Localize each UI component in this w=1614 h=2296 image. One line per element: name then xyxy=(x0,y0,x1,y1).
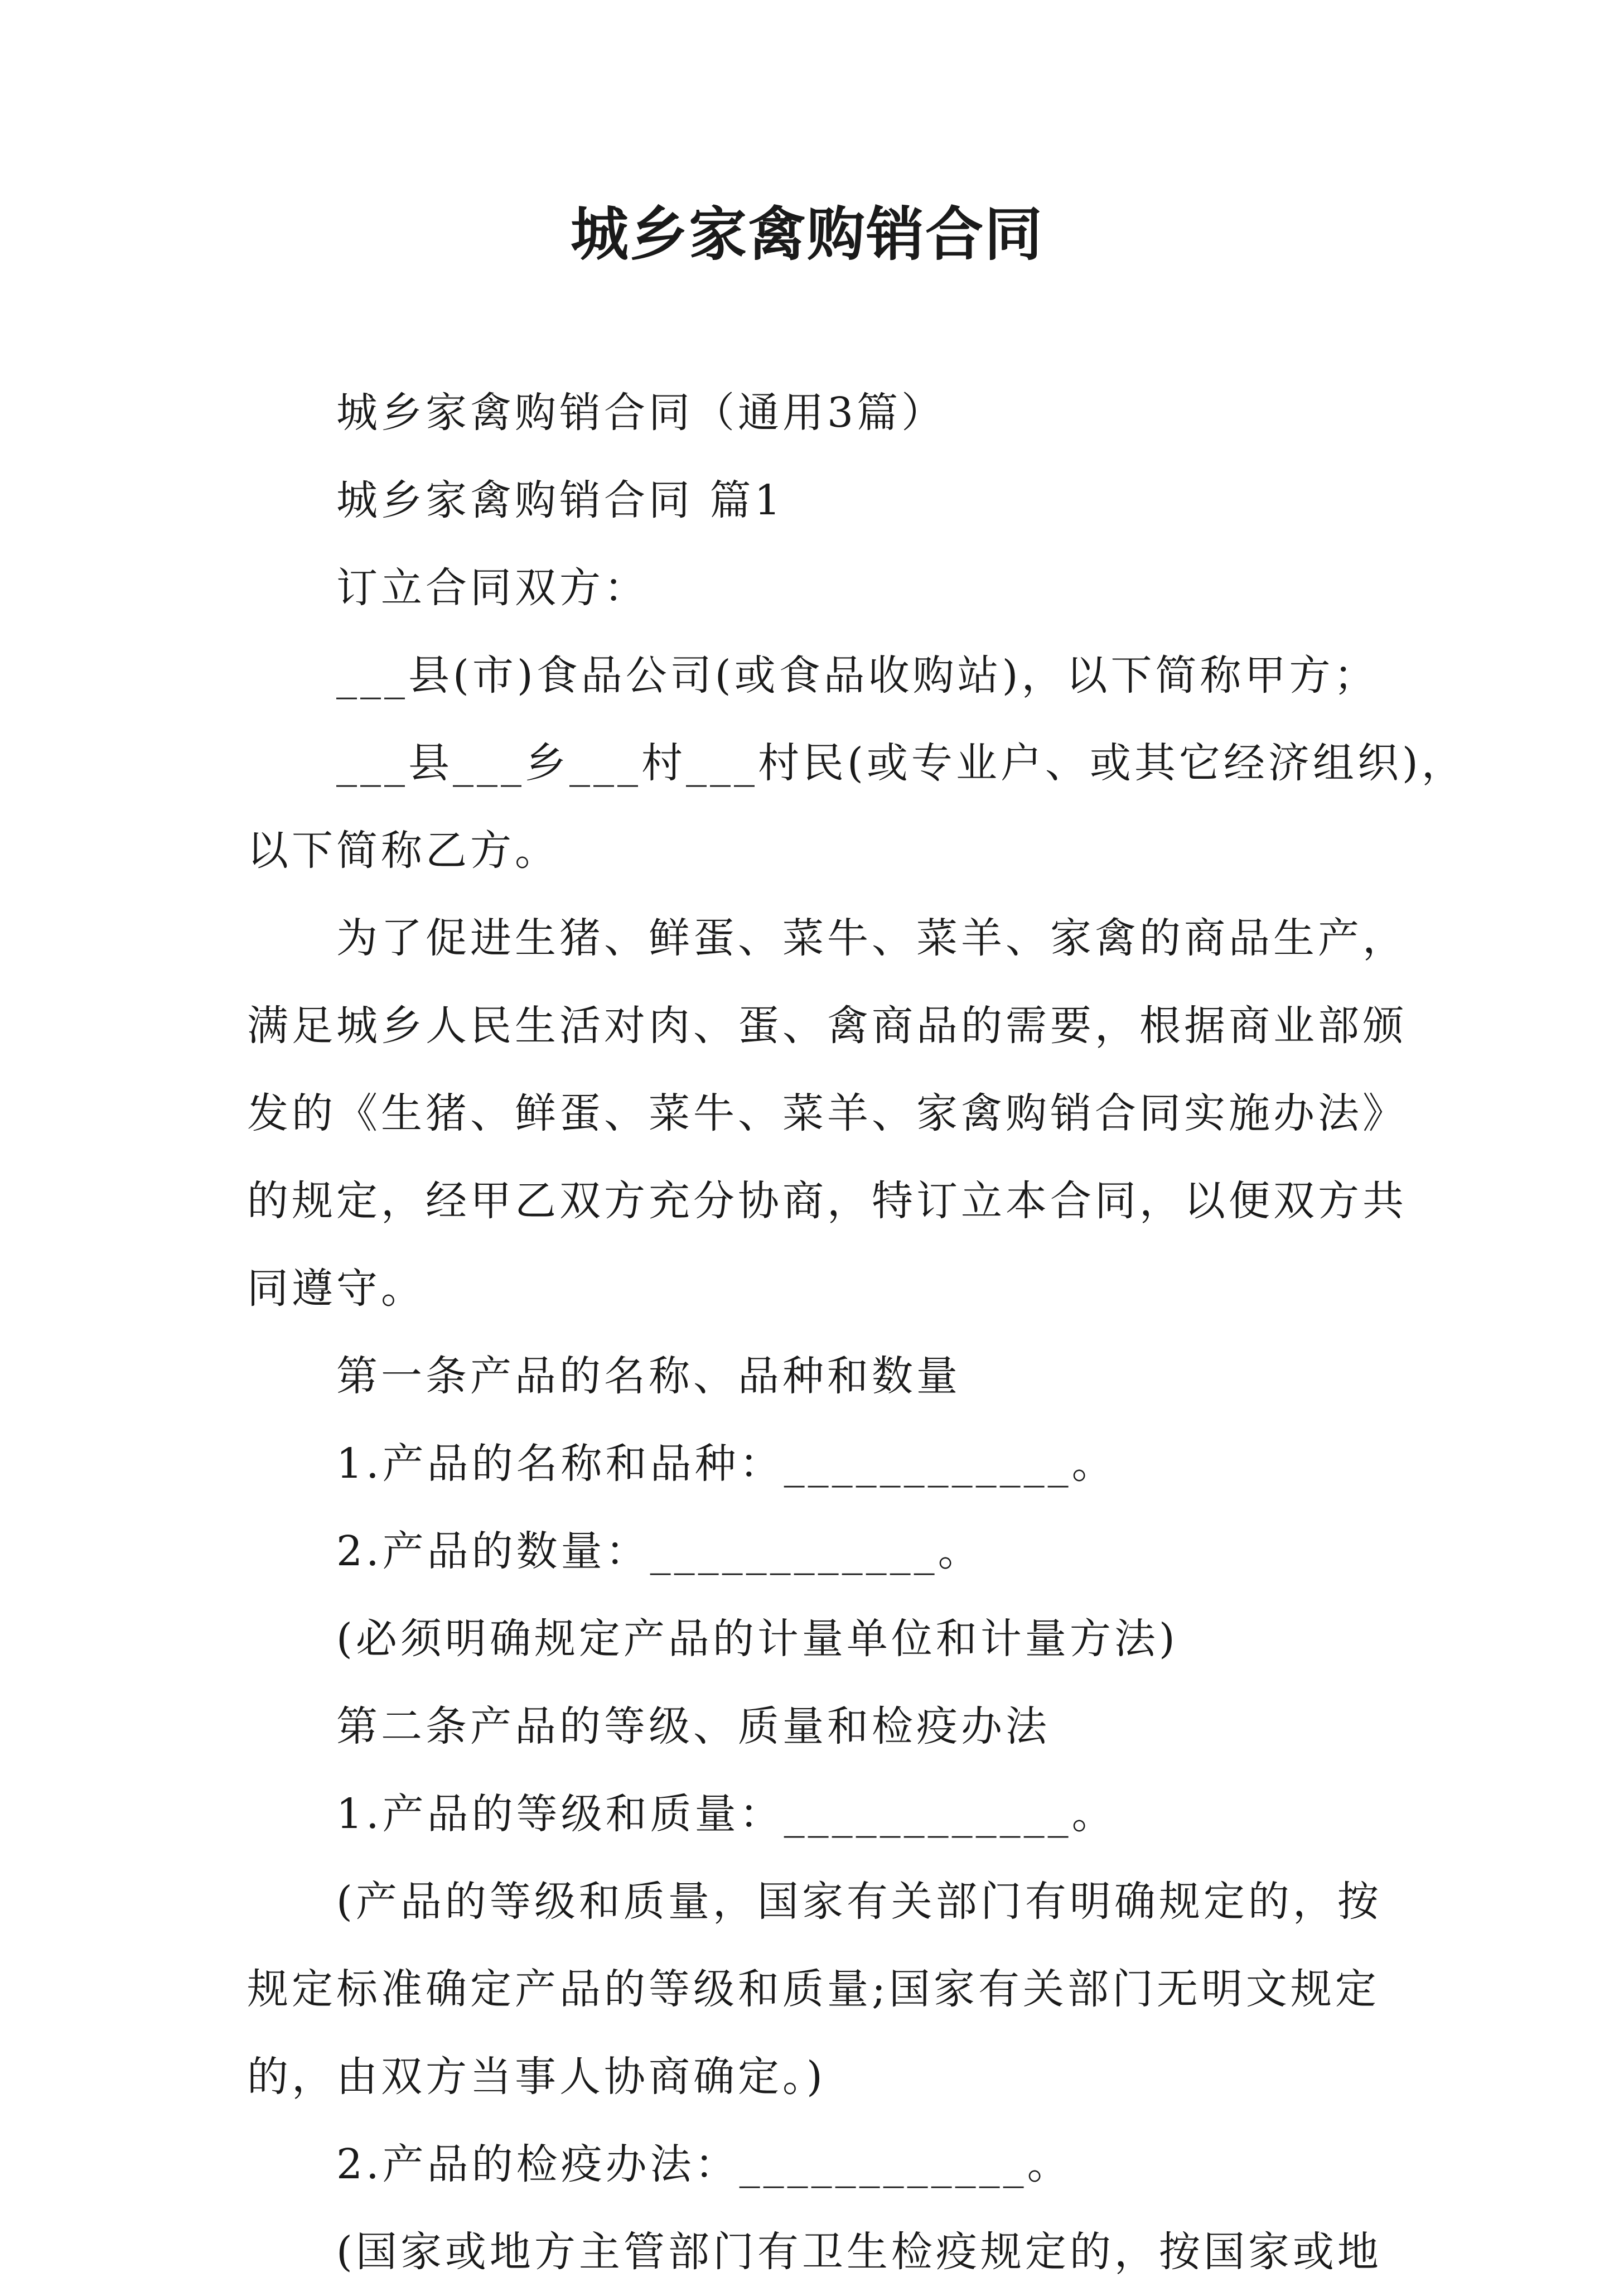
paragraph-line: 发的《生猪、鲜蛋、菜牛、菜羊、家禽购销合同实施办法》 xyxy=(247,1089,1407,1137)
paragraph-line: 第二条产品的等级、质量和检疫办法 xyxy=(336,1702,1050,1750)
paragraph-line: 为了促进生猪、鲜蛋、菜牛、菜羊、家禽的商品生产， xyxy=(336,914,1407,962)
paragraph-line: 满足城乡人民生活对肉、蛋、禽商品的需要，根据商业部颁 xyxy=(247,1002,1407,1050)
paragraph-line: 的，由双方当事人协商确定。) xyxy=(247,2053,826,2101)
paragraph-line: (产品的等级和质量，国家有关部门有明确规定的，按 xyxy=(336,1878,1382,1926)
paragraph-line: (必须明确规定产品的计量单位和计量方法) xyxy=(336,1615,1178,1663)
paragraph-line: 1.产品的等级和质量：____________。 xyxy=(336,1790,1117,1838)
paragraph-line: 城乡家禽购销合同 篇1 xyxy=(336,476,784,524)
paragraph-line: 订立合同双方： xyxy=(336,564,649,612)
paragraph-line: 规定标准确定产品的等级和质量;国家有关部门无明文规定 xyxy=(247,1965,1380,2013)
document-body xyxy=(247,369,1466,2296)
paragraph-line: (国家或地方主管部门有卫生检疫规定的，按国家或地 xyxy=(336,2228,1382,2276)
paragraph-line: 以下简称乙方。 xyxy=(247,827,559,875)
paragraph-line: 同遵守。 xyxy=(247,1265,426,1313)
paragraph-line: 城乡家禽购销合同（通用3篇） xyxy=(336,389,946,437)
paragraph-line: 2.产品的数量：____________。 xyxy=(336,1527,983,1575)
paragraph-line: 第一条产品的名称、品种和数量 xyxy=(336,1352,961,1400)
document-title: 城乡家禽购销合同 xyxy=(570,200,1043,268)
paragraph-line: ___县___乡___村___村民(或专业户、或其它经济组织)， xyxy=(336,739,1466,787)
paragraph-line: 2.产品的检疫办法：____________。 xyxy=(336,2140,1072,2188)
paragraph-line: ___县(市)食品公司(或食品收购站)，以下简称甲方； xyxy=(336,652,1379,700)
paragraph-line: 1.产品的名称和品种：____________。 xyxy=(336,1440,1117,1488)
paragraph-line: 的规定，经甲乙双方充分协商，特订立本合同，以便双方共 xyxy=(247,1177,1407,1225)
